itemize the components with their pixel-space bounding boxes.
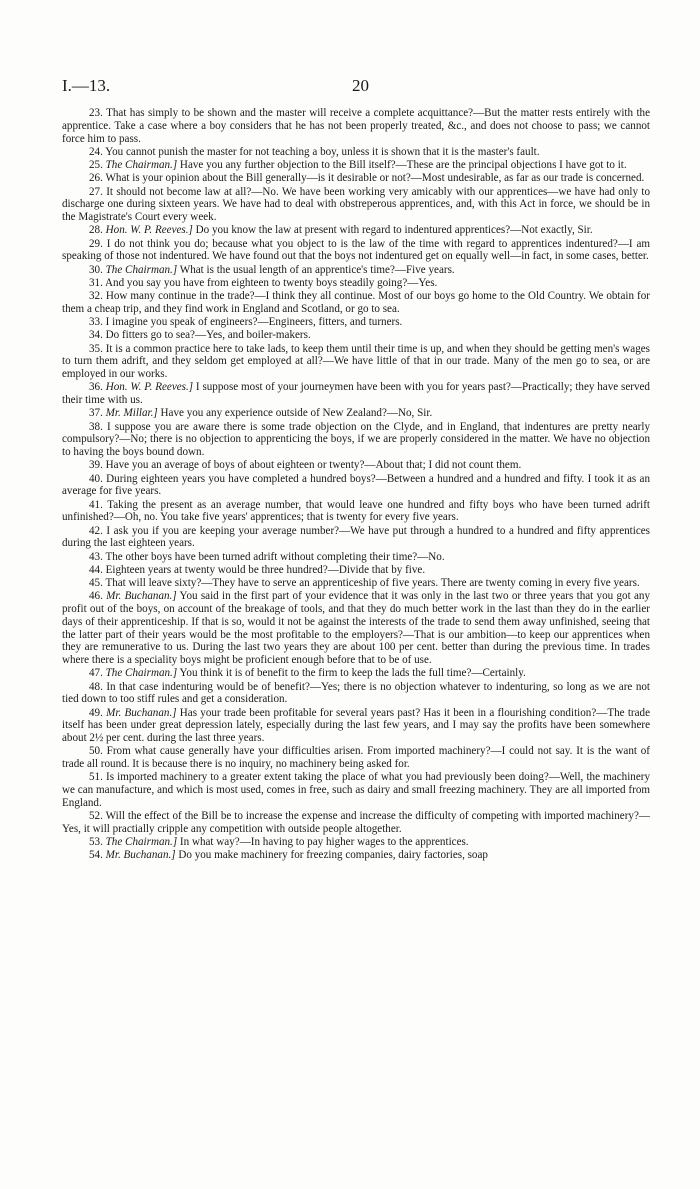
paragraph — [62, 407, 650, 420]
paragraph — [62, 107, 650, 145]
paragraph-text: 43. The other boys have been turned adrift without completing their time?—No. — [89, 550, 445, 563]
page-number: 20 — [352, 76, 369, 95]
paragraph-text: 50. From what cause generally have your difficulties arisen. From imported machinery?—I could not say. It is the want of trade all round. It is because there is no inquiry, no machinery being asked for. — [62, 745, 650, 770]
paragraph — [62, 159, 650, 172]
paragraph — [62, 745, 650, 771]
question-number: 30. — [89, 263, 106, 276]
paragraph-text: You said in the first part of your evidence that it was only in the last two or three years that you got any profit out of the boys, on account of the breakage of tools, and that they do much better work in the last than they do in the earlier days of their apprenticeship. If that is so, would it not be against the interests of the trade to send them away unfinished, seeing that the latter part of their years would be the most profitable to the employers?—That is our ambition—to keep our apprentices when they are remunerative to us. During the last two years they are about 100 per cent. better than during the previous time. In trades where there is a speciality boys might be proficient enough before that to be of use. — [62, 590, 650, 666]
paragraph — [62, 667, 650, 680]
document-reference: I.—13. — [62, 76, 111, 95]
paragraph-text: 34. Do fitters go to sea?—Yes, and boiler-makers. — [89, 329, 311, 342]
paragraph-text: 27. It should not become law at all?—No. We have been working very amicably with our apprentices—we have had only to discharge one during sixteen years. We have had to deal with obstreperous apprentices, and, with this Act in force, we should be in the Magistrate's Court every week. — [62, 185, 650, 223]
paragraph-text: You think it is of benefit to the firm to keep the lads the full time?—Certainly. — [177, 667, 526, 680]
paragraph-text: 29. I do not think you do; because what you object to is the law of the time with regard to apprentices indentured?—I am speaking of those not indentured. We have found out that the boys not indentured get on equally well—in fact, in some cases, better. — [62, 237, 650, 263]
paragraph-text: 32. How many continue in the trade?—I think they all continue. Most of our boys go home to the Old Country. We obtain for them a cheap trip, and they find work in England and Scotland, or go to sea. — [62, 290, 650, 315]
paragraph — [62, 525, 650, 551]
paragraph-text: 42. I ask you if you are keeping your average number?—We have put through a hundred to a hundred and fifty apprentices during the last eighteen years. — [62, 524, 650, 550]
paragraph-text: Do you know the law at present with regard to indentured apprentices?—Not exactly, Sir. — [192, 224, 593, 237]
paragraph-text: 39. Have you an average of boys of about eighteen or twenty?—About that; I did not count them. — [89, 459, 522, 472]
speaker-name: Mr. Buchanan.] — [106, 590, 177, 603]
speaker-name: The Chairman.] — [105, 263, 178, 276]
paragraph-text: 44. Eighteen years at twenty would be three hundred?—Divide that by five. — [89, 563, 426, 576]
question-number: 49. — [89, 706, 107, 719]
question-number: 28. — [89, 224, 106, 237]
speaker-name: Hon. W. P. Reeves.] — [105, 224, 193, 237]
paragraph — [62, 316, 650, 329]
paragraph-text: 52. Will the effect of the Bill be to increase the expense and increase the difficulty of competing with imported machinery?—Yes, it will practially cripple any competition with outside people altogether. — [62, 810, 650, 835]
paragraph-text: Do you make machinery for freezing companies, dairy factories, soap — [175, 849, 488, 862]
paragraph-text: What is the usual length of an apprentice's time?—Five years. — [177, 263, 455, 276]
paragraph — [62, 238, 650, 264]
speaker-name: The Chairman.] — [105, 836, 178, 848]
paragraph — [62, 186, 650, 224]
paragraph — [62, 590, 650, 667]
question-number: 37. — [89, 407, 106, 420]
question-number: 54. — [89, 849, 106, 862]
question-number: 36. — [89, 381, 106, 394]
paragraph-text: 26. What is your opinion about the Bill generally—is it desirable or not?—Most undesirable, as far as our trade is concerned. — [89, 172, 645, 185]
paragraph — [62, 224, 650, 237]
speaker-name: The Chairman.] — [105, 667, 178, 680]
paragraph-text: Have you any experience outside of New Zealand?—No, Sir. — [157, 407, 433, 420]
paragraph-text: 51. Is imported machinery to a greater extent taking the place of what you had previously been doing?—Well, the machinery we can manufacture, and which is most used, comes in free, such as dairy and small freezing machinery. They are all imported from England. — [62, 771, 650, 809]
paragraph-text: Has your trade been profitable for several years past? Has it been in a flourishing condition?—The trade itself has been under great depression lately, especially during the last few years, and I may say the profits have been somewhere about 2½ per cent. during the last three years. — [62, 706, 651, 744]
question-number: 25. — [89, 159, 106, 171]
paragraph — [62, 707, 650, 745]
page-header — [62, 76, 652, 98]
paragraph — [62, 836, 650, 849]
paragraph — [62, 473, 650, 499]
speaker-name: Mr. Buchanan.] — [105, 849, 176, 862]
paragraph — [62, 771, 650, 809]
paragraph — [62, 277, 650, 290]
paragraph — [62, 343, 650, 381]
paragraph — [62, 146, 650, 159]
paragraph-text: 45. That will leave sixty?—They have to serve an apprenticeship of five years. There are twenty coming in every five years. — [89, 577, 640, 589]
paragraph-text: 33. I imagine you speak of engineers?—Engineers, fitters, and turners. — [89, 316, 403, 328]
paragraph — [62, 264, 650, 277]
paragraph-text: In what way?—In having to pay higher wages to the apprentices. — [177, 836, 469, 848]
paragraph-text: 41. Taking the present as an average number, that would leave one hundred and fifty boys who have been turned adrift unfinished?—Oh, no. You take five years' apprentices; that is twenty for every five years. — [62, 498, 650, 524]
paragraph — [62, 681, 650, 707]
speaker-name: Mr. Millar.] — [105, 407, 158, 420]
paragraph — [62, 290, 650, 316]
speaker-name: Mr. Buchanan.] — [106, 706, 177, 719]
paragraph-text: 24. You cannot punish the master for not teaching a boy, unless it is shown that it is the master's fault. — [89, 145, 540, 158]
paragraph-text: I suppose most of your journeymen have been with you for years past?—Practically; they have served their time with us. — [62, 381, 650, 406]
paragraph — [62, 499, 650, 525]
paragraph — [62, 329, 650, 342]
question-number: 53. — [89, 836, 106, 848]
speaker-name: The Chairman.] — [105, 159, 178, 171]
paragraph-text: 23. That has simply to be shown and the master will receive a complete acquittance?—But the matter rests entirely with the apprentice. Take a case where a boy considers that he has not been properly treated, &c., and does not choose to pass; we cannot force him to pass. — [62, 107, 650, 145]
paragraph — [62, 564, 650, 577]
paragraph — [62, 459, 650, 472]
paragraph-text: 40. During eighteen years you have completed a hundred boys?—Between a hundred and a hundred and fifty. I took it as an average for five years. — [62, 472, 650, 498]
evidence-body — [62, 107, 650, 862]
paragraph — [62, 577, 650, 590]
paragraph — [62, 810, 650, 836]
paragraph — [62, 172, 650, 185]
paragraph-text: 35. It is a common practice here to take lads, to keep them until their time is up, and when they should be getting men's wages to turn them adrift, and they seldom get employed at all?—We have little of that in our trade. Many of the men go to sea, or are employed in our works. — [62, 342, 650, 380]
paragraph-text: 31. And you say you have from eighteen to twenty boys steadily going?—Yes. — [89, 276, 438, 289]
question-number: 47. — [89, 667, 106, 680]
paragraph — [62, 381, 650, 407]
paragraph-text: Have you any further objection to the Bill itself?—These are the principal objections I have got to it. — [177, 159, 627, 171]
paragraph — [62, 551, 650, 564]
speaker-name: Hon. W. P. Reeves.] — [105, 381, 194, 394]
paragraph — [62, 421, 650, 459]
paragraph-text: 38. I suppose you are aware there is some trade objection on the Clyde, and in England, that indentures are pretty nearly compulsory?—No; there is no objection to apprenticing the boys, if we are properly considered in the matter. We have no objection to having the boys bound down. — [62, 420, 650, 458]
question-number: 46. — [89, 590, 107, 603]
paragraph-text: 48. In that case indenturing would be of benefit?—Yes; there is no objection whatever to indenturing, so long as we are not tied down to too stiff rules and get a consideration. — [62, 680, 650, 706]
paragraph — [62, 849, 650, 862]
